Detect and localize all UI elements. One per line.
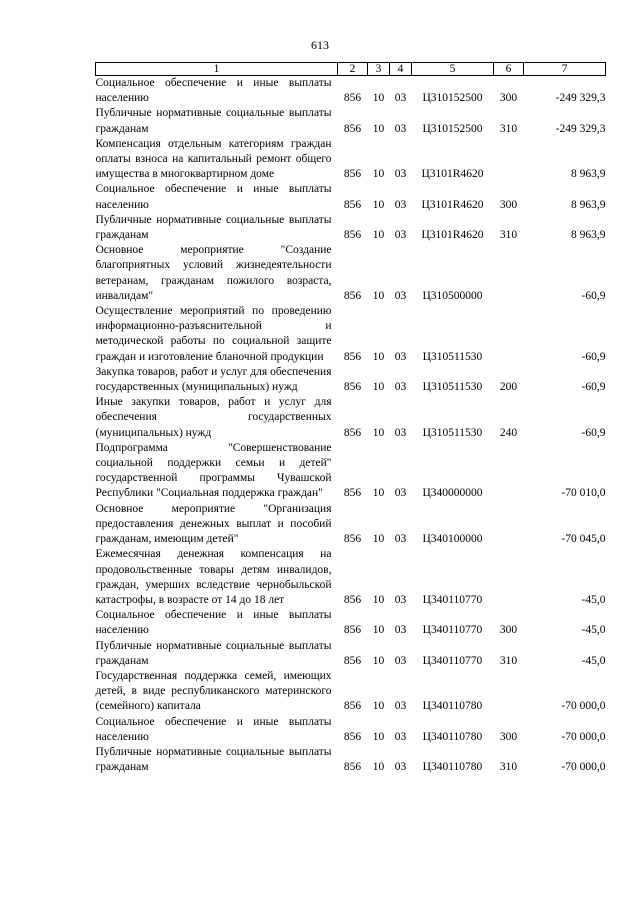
item-name: Социальное обеспечение и иные выплаты населению — [95, 77, 332, 105]
subsection-code: 03 — [394, 168, 407, 181]
section-code: 10 — [372, 730, 385, 743]
department-code: 856 — [343, 168, 362, 181]
table-row — [96, 243, 606, 304]
department-code: 856 — [343, 350, 362, 363]
expense-type-code: 310 — [499, 229, 518, 242]
expense-type-code — [494, 304, 524, 365]
amount: -60,9 — [581, 381, 606, 394]
item-name: Социальное обеспечение и иные выплаты населению — [95, 715, 332, 743]
section-code: 10 — [372, 761, 385, 774]
target-article-code: Ц310511530 — [422, 426, 483, 439]
target-article-code: Ц310152500 — [422, 92, 483, 105]
subsection-code: 03 — [394, 730, 407, 743]
subsection-code: 03 — [394, 289, 407, 302]
target-article-code: Ц340110770 — [422, 654, 483, 667]
amount: -60,9 — [581, 289, 606, 302]
table-row — [96, 213, 606, 243]
table-body — [96, 76, 606, 776]
expense-type-code — [494, 669, 524, 715]
target-article-code: Ц310500000 — [422, 289, 483, 302]
expense-type-code: 310 — [499, 122, 518, 135]
target-article-code: Ц340110780 — [422, 700, 483, 713]
table-row — [96, 137, 606, 183]
section-code: 10 — [372, 426, 385, 439]
expense-type-code: 310 — [499, 761, 518, 774]
target-article-code: Ц3101R4620 — [421, 229, 484, 242]
item-name: Публичные нормативные социальные выплаты гражданам — [95, 745, 332, 774]
expense-type-code: 310 — [499, 654, 518, 667]
expense-type-code: 200 — [499, 381, 518, 394]
expense-type-code: 300 — [499, 198, 518, 211]
amount: -60,9 — [581, 426, 606, 439]
subsection-code: 03 — [394, 198, 407, 211]
item-name: Закупка товаров, работ и услуг для обеспечения государственных (муниципальных) нужд — [95, 365, 332, 394]
target-article-code: Ц310511530 — [422, 381, 483, 394]
department-code: 856 — [343, 624, 362, 637]
item-name: Ежемесячная денежная компенсация на продовольственные товары детям инвалидов, граждан, умерших вследствие чернобыльской катастрофы, в возрасте от 14 до 18 лет — [95, 548, 332, 606]
subsection-code: 03 — [394, 229, 407, 242]
amount: 8 963,9 — [571, 168, 606, 181]
column-header: 1 — [96, 63, 338, 76]
column-header: 4 — [390, 63, 412, 76]
expense-type-code: 300 — [499, 730, 518, 743]
expense-type-code — [494, 547, 524, 608]
expense-type-code: 300 — [499, 92, 518, 105]
column-header: 3 — [368, 63, 390, 76]
target-article-code: Ц310511530 — [422, 350, 483, 363]
section-code: 10 — [372, 289, 385, 302]
column-header: 6 — [494, 63, 524, 76]
section-code: 10 — [372, 122, 385, 135]
expense-type-code — [494, 502, 524, 548]
amount: -45,0 — [581, 624, 606, 637]
subsection-code: 03 — [394, 487, 407, 500]
amount: -249 329,3 — [555, 122, 606, 135]
section-code: 10 — [372, 350, 385, 363]
section-code: 10 — [372, 624, 385, 637]
subsection-code: 03 — [394, 654, 407, 667]
expense-type-code — [494, 441, 524, 502]
table-row — [96, 502, 606, 548]
expense-type-code — [494, 137, 524, 183]
item-name: Иные закупки товаров, работ и услуг для обеспечения государственных (муниципальных) нужд — [95, 396, 332, 439]
department-code: 856 — [343, 761, 362, 774]
department-code: 856 — [343, 487, 362, 500]
department-code: 856 — [343, 593, 362, 606]
amount: -70 000,0 — [561, 700, 606, 713]
amount: -60,9 — [581, 350, 606, 363]
table-row — [96, 106, 606, 136]
department-code: 856 — [343, 533, 362, 546]
column-header: 7 — [524, 63, 606, 76]
table-row — [96, 547, 606, 608]
column-number-row — [96, 63, 606, 76]
amount: -45,0 — [581, 593, 606, 606]
item-name: Социальное обеспечение и иные выплаты населению — [95, 183, 332, 211]
table-row — [96, 182, 606, 212]
item-name: Публичные нормативные социальные выплаты гражданам — [95, 639, 332, 667]
subsection-code: 03 — [394, 426, 407, 439]
department-code: 856 — [343, 229, 362, 242]
amount: -70 000,0 — [561, 730, 606, 743]
department-code: 856 — [343, 198, 362, 211]
department-code: 856 — [343, 700, 362, 713]
target-article-code: Ц340100000 — [422, 533, 483, 546]
item-name: Публичные нормативные социальные выплаты гражданам — [95, 213, 332, 242]
subsection-code: 03 — [394, 381, 407, 394]
table-row — [96, 639, 606, 669]
budget-table — [95, 62, 606, 775]
subsection-code: 03 — [394, 593, 407, 606]
amount: 8 963,9 — [571, 229, 606, 242]
section-code: 10 — [372, 700, 385, 713]
table-row — [96, 76, 606, 107]
item-name: Социальное обеспечение и иные выплаты населению — [95, 609, 332, 637]
target-article-code: Ц340000000 — [422, 487, 483, 500]
column-header: 2 — [338, 63, 368, 76]
section-code: 10 — [372, 381, 385, 394]
item-name: Подпрограмма "Совершенствование социальной поддержки семьи и детей" государственной программы Чувашской Республики "Социальная поддержка граждан" — [95, 441, 332, 500]
target-article-code: Ц340110780 — [422, 730, 483, 743]
item-name: Публичные нормативные социальные выплаты гражданам — [95, 107, 332, 135]
department-code: 856 — [343, 289, 362, 302]
department-code: 856 — [343, 122, 362, 135]
target-article-code: Ц340110770 — [422, 624, 483, 637]
expense-type-code: 300 — [499, 624, 518, 637]
amount: -70 045,0 — [561, 533, 606, 546]
amount: -70 010,0 — [561, 487, 606, 500]
section-code: 10 — [372, 168, 385, 181]
section-code: 10 — [372, 198, 385, 211]
subsection-code: 03 — [394, 92, 407, 105]
subsection-code: 03 — [394, 122, 407, 135]
item-name: Осуществление мероприятий по проведению информационно-разъяснительной и методической работы по социальной защите граждан и изготовление бланочной продукции — [95, 305, 332, 363]
table-row — [96, 608, 606, 638]
subsection-code: 03 — [394, 350, 407, 363]
amount: -70 000,0 — [561, 761, 606, 774]
target-article-code: Ц3101R4620 — [421, 168, 484, 181]
column-header: 5 — [412, 63, 494, 76]
table-row — [96, 715, 606, 745]
subsection-code: 03 — [394, 533, 407, 546]
expense-type-code: 240 — [499, 426, 518, 439]
department-code: 856 — [343, 381, 362, 394]
section-code: 10 — [372, 533, 385, 546]
table-row — [96, 365, 606, 395]
item-name: Основное мероприятие "Организация предоставления денежных выплат и пособий гражданам, имеющим детей" — [95, 502, 332, 546]
department-code: 856 — [343, 654, 362, 667]
amount: -249 329,3 — [555, 92, 606, 105]
section-code: 10 — [372, 593, 385, 606]
page-number: 613 — [311, 38, 329, 52]
section-code: 10 — [372, 92, 385, 105]
section-code: 10 — [372, 487, 385, 500]
department-code: 856 — [343, 730, 362, 743]
target-article-code: Ц310152500 — [422, 122, 483, 135]
section-code: 10 — [372, 654, 385, 667]
subsection-code: 03 — [394, 761, 407, 774]
table-header — [96, 63, 606, 76]
expense-type-code — [494, 243, 524, 304]
table-row — [96, 745, 606, 775]
table-row — [96, 395, 606, 441]
amount: 8 963,9 — [571, 198, 606, 211]
table-row — [96, 304, 606, 365]
department-code: 856 — [343, 92, 362, 105]
item-name: Государственная поддержка семей, имеющих детей, в виде республиканского материнского (семейного) капитала — [95, 669, 332, 713]
department-code: 856 — [343, 426, 362, 439]
target-article-code: Ц340110770 — [422, 593, 483, 606]
target-article-code: Ц340110780 — [422, 761, 483, 774]
table-row — [96, 441, 606, 502]
item-name: Основное мероприятие "Создание благоприятных условий жизнедеятельности ветеранам, гражданам пожилого возраста, инвалидам" — [95, 244, 332, 302]
subsection-code: 03 — [394, 700, 407, 713]
target-article-code: Ц3101R4620 — [421, 198, 484, 211]
item-name: Компенсация отдельным категориям граждан оплаты взноса на капитальный ремонт общего имущества в многоквартирном доме — [95, 137, 332, 181]
subsection-code: 03 — [394, 624, 407, 637]
table-row — [96, 669, 606, 715]
amount: -45,0 — [581, 654, 606, 667]
section-code: 10 — [372, 229, 385, 242]
